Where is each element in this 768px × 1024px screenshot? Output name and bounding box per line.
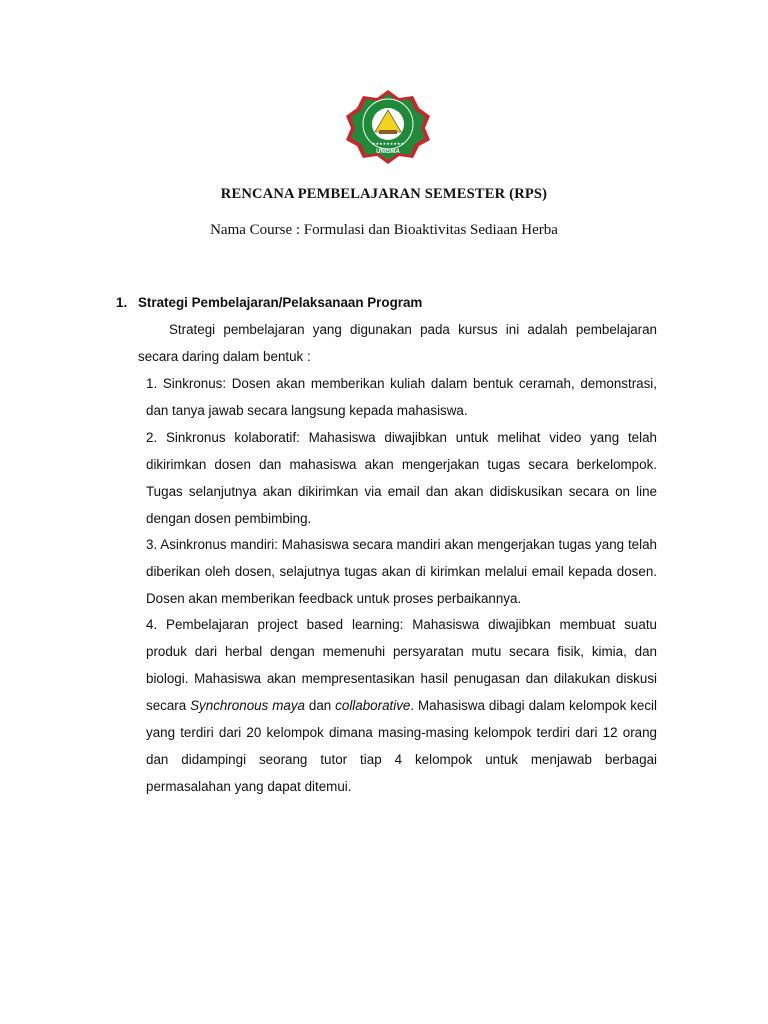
item4-part1: 4. Pembelajaran project based learning: Mahasiswa diwajibkan membuat suatu produk dari herbal dengan memenuhi persyaratan mutu secara fisik, kimia, dan biologi. Mahasiswa akan mempresentasikan hasil penugasan dan dilakukan diskusi secara — [146, 617, 657, 713]
section-intro: Strategi pembelajaran yang digunakan pada kursus ini adalah pembelajaran secara daring dalam bentuk : — [138, 322, 657, 364]
strategy-item-2: 2. Sinkronus kolaboratif: Mahasiswa diwajibkan untuk melihat video yang telah dikirimkan dosen dan mahasiswa akan mengerjakan tugas secara berkelompok. Tugas selanjutnya akan dikirimkan via email dan akan didiskusikan secara on line dengan dosen pembimbing. — [146, 430, 657, 526]
strategy-item-3: 3. Asinkronus mandiri: Mahasiswa secara mandiri akan mengerjakan tugas yang telah diberikan oleh dosen, selajutnya tugas akan di kirimkan melalui email kepada dosen. Dosen akan memberikan feedback untuk proses perbaikannya. — [146, 537, 657, 606]
course-name: Nama Course : Formulasi dan Bioaktivitas Sediaan Herba — [210, 222, 558, 238]
svg-text:★★★★★★★★★: ★★★★★★★★★ — [371, 141, 405, 146]
section-title: Strategi Pembelajaran/Pelaksanaan Program — [138, 295, 423, 310]
logo-bottom-text: UNISMA — [376, 149, 400, 155]
document-title: RENCANA PEMBELAJARAN SEMESTER (RPS) — [220, 186, 548, 202]
strategy-item-1: 1. Sinkronus: Dosen akan memberikan kuliah dalam bentuk ceramah, demonstrasi, dan tanya jawab secara langsung kepada mahasiswa. — [146, 376, 657, 418]
strategy-item-4 — [146, 611, 657, 800]
section-number: 1. — [116, 295, 128, 310]
item4-part2: dan — [304, 698, 336, 713]
item4-part3: . Mahasiswa dibagi dalam kelompok kecil yang terdiri dari 20 kelompok dimana masing-masing kelompok terdiri dari 12 orang dan didampingi seorang tutor tiap 4 kelompok untuk menjawab berbagai permasalahan yang dapat ditemui. — [146, 698, 658, 794]
unisma-logo — [343, 88, 433, 166]
section-heading — [116, 295, 422, 310]
item4-italic-collaborative: collaborative — [335, 698, 411, 713]
item4-italic-synchronous: Synchronous maya — [190, 698, 305, 713]
